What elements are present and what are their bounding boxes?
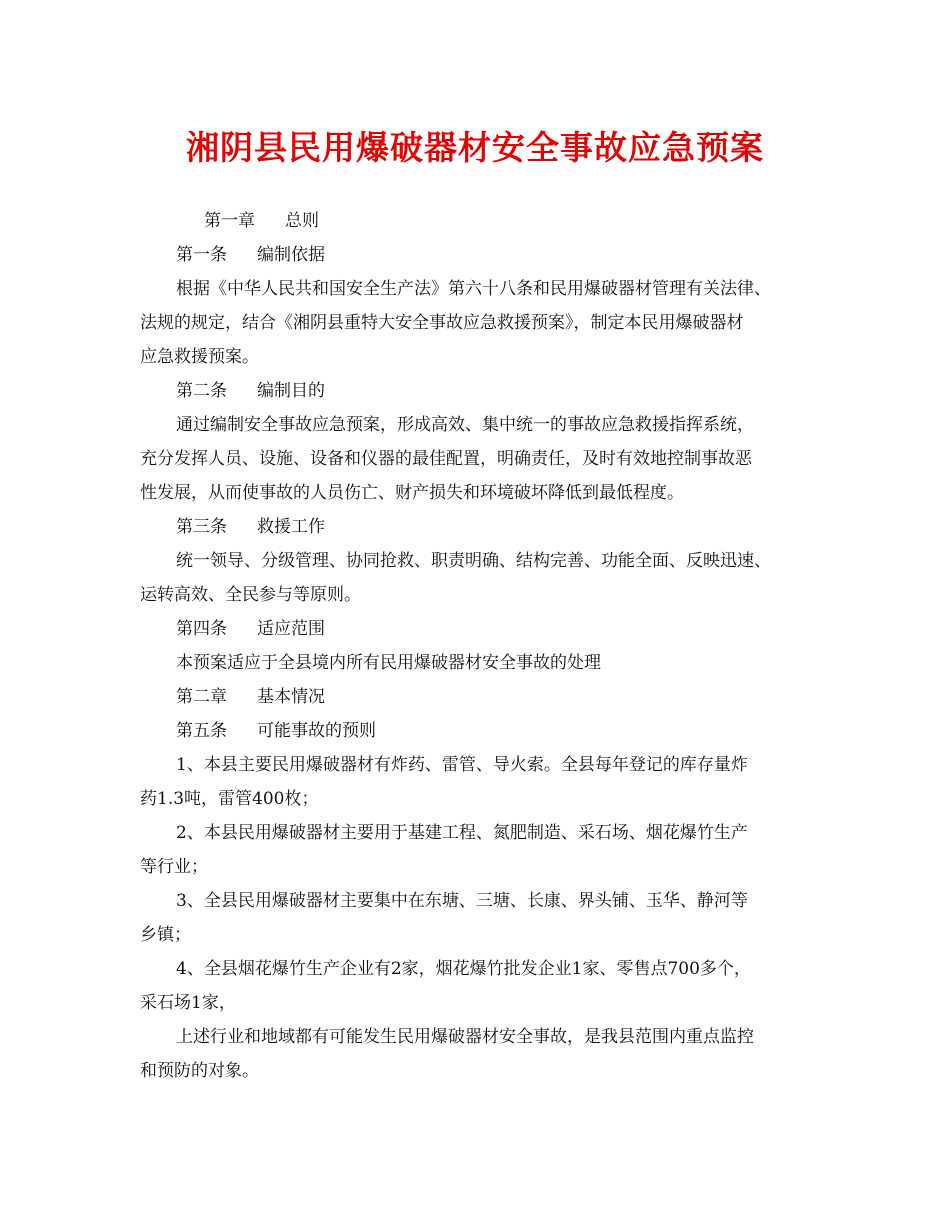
document-body <box>140 204 840 1088</box>
article-heading: 第四条 适应范围 <box>176 619 325 639</box>
article-heading: 第五条 可能事故的预则 <box>176 721 376 741</box>
paragraph-line: 性发展，从而使事故的人员伤亡、财产损失和环境破坏降低到最低程度。 <box>140 483 684 503</box>
paragraph-line: 法规的规定，结合《湘阴县重特大安全事故应急救援预案》，制定本民用爆破器材 <box>140 313 744 333</box>
paragraph-line: 和预防的对象。 <box>140 1061 259 1081</box>
article-heading: 第三条 救援工作 <box>176 517 325 537</box>
paragraph-line: 上述行业和地域都有可能发生民用爆破器材安全事故，是我县范围内重点监控 <box>176 1027 754 1047</box>
paragraph-line: 通过编制安全事故应急预案，形成高效、集中统一的事故应急救援指挥系统， <box>176 415 754 435</box>
paragraph-line: 等行业； <box>140 857 208 877</box>
paragraph-line: 2、本县民用爆破器材主要用于基建工程、氮肥制造、采石场、烟花爆竹生产 <box>176 823 748 843</box>
paragraph-line: 乡镇； <box>140 925 191 945</box>
paragraph-line: 1、本县主要民用爆破器材有炸药、雷管、导火索。全县每年登记的库存量炸 <box>176 755 748 775</box>
paragraph-line: 药1.3吨，雷管400枚； <box>140 789 319 809</box>
paragraph-line: 根据《中华人民共和国安全生产法》第六十八条和民用爆破器材管理有关法律、 <box>176 279 771 299</box>
document-title: 湘阴县民用爆破器材安全事故应急预案 <box>186 128 764 167</box>
paragraph-line: 统一领导、分级管理、协同抢救、职责明确、结构完善、功能全面、反映迅速、 <box>176 551 771 571</box>
chapter-heading: 第二章 基本情况 <box>176 687 325 707</box>
chapter-heading: 第一章 总则 <box>204 211 319 231</box>
paragraph-line: 3、全县民用爆破器材主要集中在东塘、三塘、长康、界头铺、玉华、静河等 <box>176 891 748 911</box>
article-heading: 第一条 编制依据 <box>176 245 325 265</box>
paragraph-line: 4、全县烟花爆竹生产企业有2家，烟花爆竹批发企业1家、零售点700多个， <box>176 959 751 979</box>
article-heading: 第二条 编制目的 <box>176 381 325 401</box>
paragraph-line: 采石场1家， <box>140 993 236 1013</box>
paragraph-line: 运转高效、全民参与等原则。 <box>140 585 361 605</box>
paragraph-line: 充分发挥人员、设施、设备和仪器的最佳配置，明确责任，及时有效地控制事故恶 <box>140 449 752 469</box>
paragraph-line: 应急救援预案。 <box>140 347 259 367</box>
paragraph-line: 本预案适应于全县境内所有民用爆破器材安全事故的处理 <box>176 653 601 673</box>
